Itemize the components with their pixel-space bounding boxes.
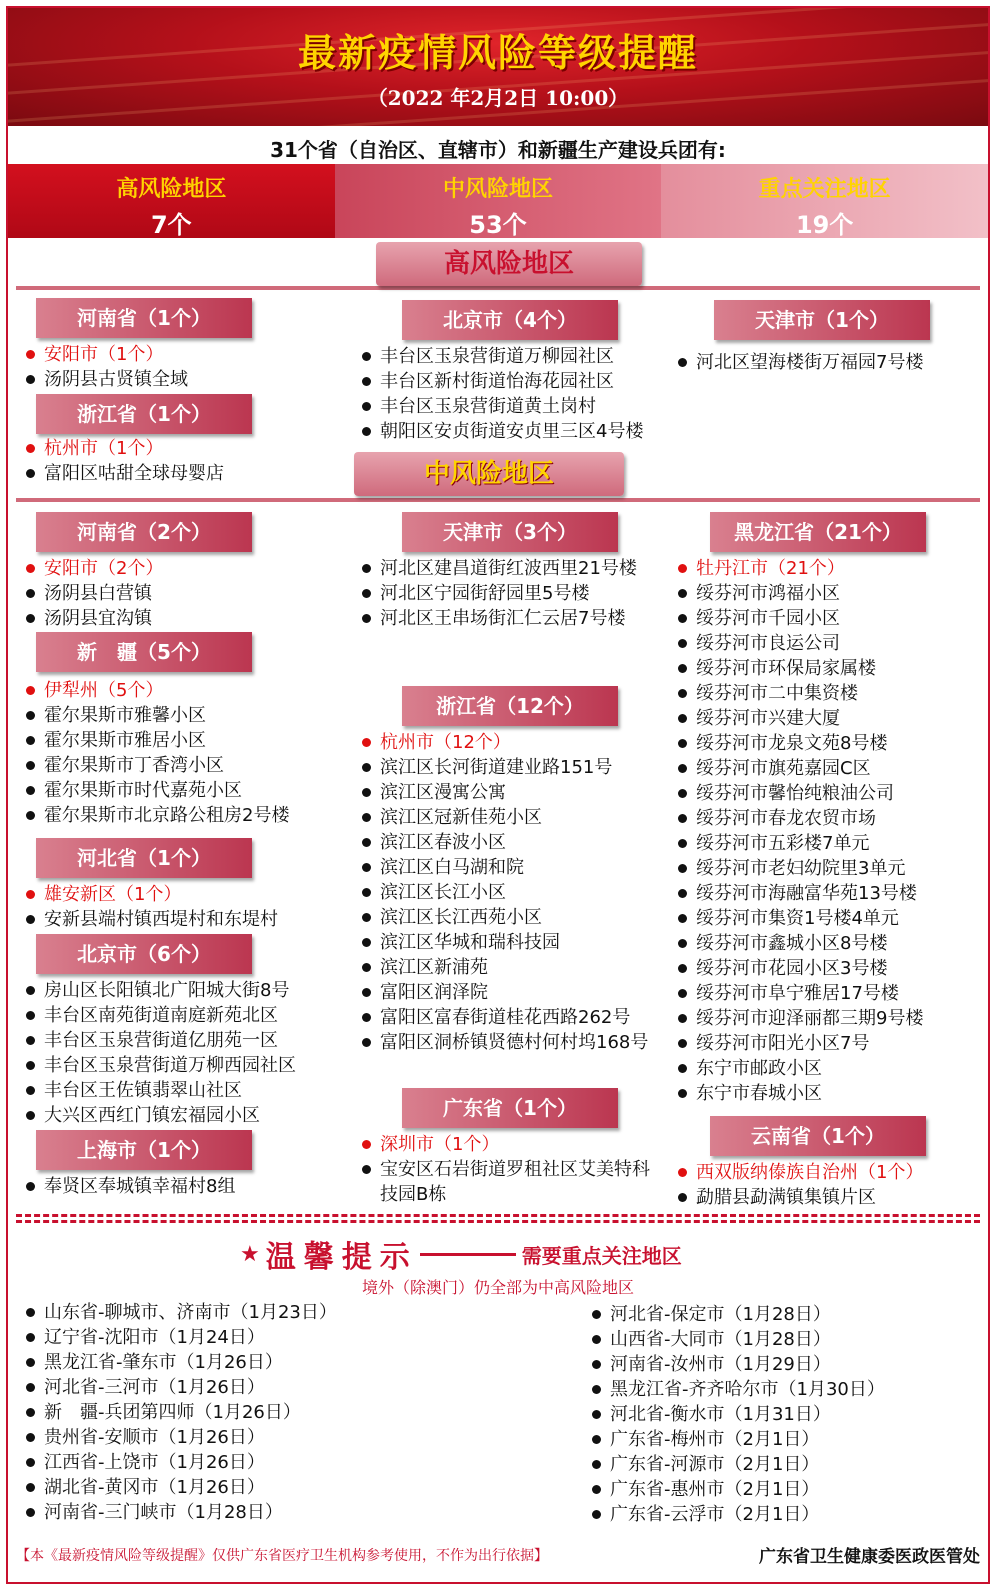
list-item: 杭州市（1个）: [24, 436, 344, 461]
list-item: 河北区宁园街舒园里5号楼: [360, 581, 650, 606]
mid-guangdong-list: [360, 1132, 660, 1207]
list-item: 山东省-聊城市、济南市（1月23日）: [24, 1300, 484, 1325]
summary-mid-count: 53个: [469, 211, 527, 239]
summary-focus-label: 重点关注地区: [758, 177, 891, 202]
list-item: 富阳区洞桥镇贤德村何村坞168号: [360, 1030, 650, 1055]
list-item: 丰台区新村街道怡海花园社区: [360, 369, 680, 394]
mid-beijing-list: [24, 978, 354, 1128]
list-item: 黑龙江省-肇东市（1月26日）: [24, 1350, 484, 1375]
list-item: 新 疆-兵团第四师（1月26日）: [24, 1400, 484, 1425]
list-item: 绥芬河市鸿福小区: [676, 581, 988, 606]
list-item: 富阳区咕甜全球母婴店: [24, 461, 344, 486]
mid-shanghai-list: [24, 1174, 354, 1199]
list-item: 绥芬河市环保局家属楼: [676, 656, 988, 681]
list-item: 牡丹江市（21个）: [676, 556, 988, 581]
list-item: 朝阳区安贞街道安贞里三区4号楼: [360, 419, 680, 444]
high-henan-header: 河南省（1个）: [36, 298, 252, 338]
high-section-title: 高风险地区: [376, 242, 642, 286]
list-item: 霍尔果斯市北京路公租房2号楼: [24, 803, 354, 828]
list-item: 奉贤区奉城镇幸福村8组: [24, 1174, 354, 1199]
list-item: 贵州省-安顺市（1月26日）: [24, 1425, 484, 1450]
list-item: 安新县端村镇西堤村和东堤村: [24, 907, 354, 932]
footer-disclaimer: 【本《最新疫情风险等级提醒》仅供广东省医疗卫生机构参考使用，不作为出行依据】: [16, 1547, 548, 1564]
page-title: 最新疫情风险等级提醒: [297, 31, 698, 75]
list-item: 广东省-河源市（2月1日）: [590, 1452, 980, 1477]
footer-org: 广东省卫生健康委医政医管处: [759, 1547, 980, 1567]
list-item: 滨江区长河街道建业路151号: [360, 755, 680, 780]
list-item: 河北省-三河市（1月26日）: [24, 1375, 484, 1400]
list-item: 绥芬河市旗苑嘉园C区: [676, 756, 988, 781]
list-item: 河北省-衡水市（1月31日）: [590, 1402, 980, 1427]
high-section-rule: [16, 286, 980, 290]
mid-guangdong-header: 广东省（1个）: [402, 1088, 618, 1128]
high-tianjin-header: 天津市（1个）: [714, 300, 930, 340]
list-item: 山西省-大同市（1月28日）: [590, 1327, 980, 1352]
list-item: 滨江区冠新佳苑小区: [360, 805, 680, 830]
page-date: （2022 年2月2日 10:00）: [367, 86, 629, 110]
list-item: 绥芬河市迎泽丽都三期9号楼: [676, 1006, 988, 1031]
footer: [16, 1542, 980, 1567]
list-item: 滨江区长江小区: [360, 880, 680, 905]
header-banner: [8, 8, 988, 126]
list-item: 广东省-云浮市（2月1日）: [590, 1502, 980, 1527]
list-item: 丰台区南苑街道南庭新苑北区: [24, 1003, 354, 1028]
summary-focus: [661, 164, 988, 238]
list-item: 河北区王串场街汇仁云居7号楼: [360, 606, 650, 631]
list-item: 丰台区玉泉营街道万柳园社区: [360, 344, 680, 369]
list-item: 丰台区玉泉营街道黄土岗村: [360, 394, 680, 419]
list-item: 绥芬河市二中集资楼: [676, 681, 988, 706]
mid-tianjin-list: [360, 556, 650, 631]
list-item: 汤阴县白营镇: [24, 581, 354, 606]
list-item: 滨江区白马湖和院: [360, 855, 680, 880]
mid-hebei-list: [24, 882, 354, 932]
list-item: 伊犁州（5个）: [24, 678, 354, 703]
list-item: 滨江区春波小区: [360, 830, 680, 855]
list-item: 绥芬河市春龙农贸市场: [676, 806, 988, 831]
mid-yunnan-header: 云南省（1个）: [710, 1116, 926, 1156]
summary-high: [8, 164, 335, 238]
list-item: 宝安区石岩街道罗租社区艾美特科技园B栋: [360, 1157, 660, 1207]
list-item: 安阳市（2个）: [24, 556, 354, 581]
list-item: 绥芬河市千园小区: [676, 606, 988, 631]
list-item: 杭州市（12个）: [360, 730, 680, 755]
tips-divider-bottom: [16, 1220, 980, 1223]
summary-high-label: 高风险地区: [116, 177, 227, 202]
list-item: 绥芬河市鑫城小区8号楼: [676, 931, 988, 956]
list-item: 汤阴县宜沟镇: [24, 606, 354, 631]
list-item: 丰台区玉泉营街道亿朋苑一区: [24, 1028, 354, 1053]
high-zhejiang-list: [24, 436, 344, 486]
list-item: 江西省-上饶市（1月26日）: [24, 1450, 484, 1475]
list-item: 绥芬河市海融富华苑13号楼: [676, 881, 988, 906]
list-item: 广东省-梅州市（2月1日）: [590, 1427, 980, 1452]
list-item: 安阳市（1个）: [24, 342, 344, 367]
tips-subtitle: 需要重点关注地区: [521, 1243, 682, 1268]
star-icon: ★: [240, 1241, 260, 1267]
list-item: 绥芬河市阜宁雅居17号楼: [676, 981, 988, 1006]
list-item: 绥芬河市良运公司: [676, 631, 988, 656]
list-item: 滨江区华城和瑞科技园: [360, 930, 680, 955]
list-item: 广东省-惠州市（2月1日）: [590, 1477, 980, 1502]
mid-henan-list: [24, 556, 354, 631]
list-item: 富阳区润泽院: [360, 980, 680, 1005]
tips-right-list: [590, 1302, 980, 1527]
list-item: 滨江区新浦苑: [360, 955, 680, 980]
mid-beijing-header: 北京市（6个）: [36, 934, 252, 974]
list-item: 丰台区王佐镇翡翠山社区: [24, 1078, 354, 1103]
mid-heilongjiang-list: [676, 556, 988, 1106]
tips-heading: [240, 1234, 682, 1274]
tips-note: 境外（除澳门）仍全部为中高风险地区: [361, 1278, 634, 1297]
list-item: 绥芬河市老妇幼院里3单元: [676, 856, 988, 881]
list-item: 丰台区玉泉营街道万柳西园社区: [24, 1053, 354, 1078]
list-item: 深圳市（1个）: [360, 1132, 660, 1157]
mid-xinjiang-list: [24, 678, 354, 828]
list-item: 霍尔果斯市时代嘉苑小区: [24, 778, 354, 803]
mid-zhejiang-header: 浙江省（12个）: [402, 686, 618, 726]
list-item: 河南省-汝州市（1月29日）: [590, 1352, 980, 1377]
high-beijing-list: [360, 344, 680, 444]
summary-focus-count: 19个: [795, 211, 854, 239]
high-tianjin-list: [676, 350, 986, 375]
list-item: 河南省-三门峡市（1月28日）: [24, 1500, 484, 1525]
list-item: 雄安新区（1个）: [24, 882, 354, 907]
page-subhead: 31个省（自治区、直辖市）和新疆生产建设兵团有:: [270, 138, 726, 162]
list-item: 绥芬河市兴建大厦: [676, 706, 988, 731]
list-item: 绥芬河市集资1号楼4单元: [676, 906, 988, 931]
list-item: 汤阴县古贤镇全域: [24, 367, 344, 392]
notice-frame: [6, 6, 990, 1584]
list-item: 河北省-保定市（1月28日）: [590, 1302, 980, 1327]
list-item: 河北区望海楼街万福园7号楼: [676, 350, 986, 375]
summary-high-count: 7个: [150, 211, 192, 239]
list-item: 绥芬河市花园小区3号楼: [676, 956, 988, 981]
list-item: 滨江区长江西苑小区: [360, 905, 680, 930]
tips-title: 温馨提示: [265, 1240, 418, 1275]
high-beijing-header: 北京市（4个）: [402, 300, 618, 340]
high-zhejiang-header: 浙江省（1个）: [36, 394, 252, 434]
mid-xinjiang-header: 新 疆（5个）: [36, 632, 252, 672]
list-item: 富阳区富春街道桂花西路262号: [360, 1005, 680, 1030]
mid-henan-header: 河南省（2个）: [36, 512, 252, 552]
summary-mid: [335, 164, 662, 238]
list-item: 东宁市春城小区: [676, 1081, 988, 1106]
list-item: 绥芬河市龙泉文苑8号楼: [676, 731, 988, 756]
mid-tianjin-header: 天津市（3个）: [402, 512, 618, 552]
list-item: 绥芬河市五彩楼7单元: [676, 831, 988, 856]
list-item: 霍尔果斯市雅居小区: [24, 728, 354, 753]
tips-divider-top: [16, 1214, 980, 1217]
mid-zhejiang-list: [360, 730, 680, 1055]
list-item: 绥芬河市馨怡纯粮油公司: [676, 781, 988, 806]
mid-section-title: 中风险地区: [354, 452, 624, 496]
list-item: 勐腊县勐满镇集镇片区: [676, 1185, 988, 1210]
mid-shanghai-header: 上海市（1个）: [36, 1130, 252, 1170]
mid-yunnan-list: [676, 1160, 988, 1210]
list-item: 黑龙江省-齐齐哈尔市（1月30日）: [590, 1377, 980, 1402]
mid-section-rule: [16, 498, 980, 502]
mid-heilongjiang-header: 黑龙江省（21个）: [710, 512, 926, 552]
list-item: 滨江区漫寓公寓: [360, 780, 680, 805]
list-item: 房山区长阳镇北广阳城大街8号: [24, 978, 354, 1003]
list-item: 东宁市邮政小区: [676, 1056, 988, 1081]
list-item: 河北区建昌道街红波西里21号楼: [360, 556, 650, 581]
list-item: 霍尔果斯市雅馨小区: [24, 703, 354, 728]
list-item: 大兴区西红门镇宏福园小区: [24, 1103, 354, 1128]
high-henan-list: [24, 342, 344, 392]
list-item: 霍尔果斯市丁香湾小区: [24, 753, 354, 778]
risk-summary: [8, 164, 988, 238]
mid-hebei-header: 河北省（1个）: [36, 838, 252, 878]
list-item: 绥芬河市阳光小区7号: [676, 1031, 988, 1056]
list-item: 西双版纳傣族自治州（1个）: [676, 1160, 988, 1185]
list-item: 湖北省-黄冈市（1月26日）: [24, 1475, 484, 1500]
summary-mid-label: 中风险地区: [443, 177, 554, 202]
list-item: 辽宁省-沈阳市（1月24日）: [24, 1325, 484, 1350]
tips-rule: [420, 1253, 516, 1256]
tips-left-list: [24, 1300, 484, 1525]
